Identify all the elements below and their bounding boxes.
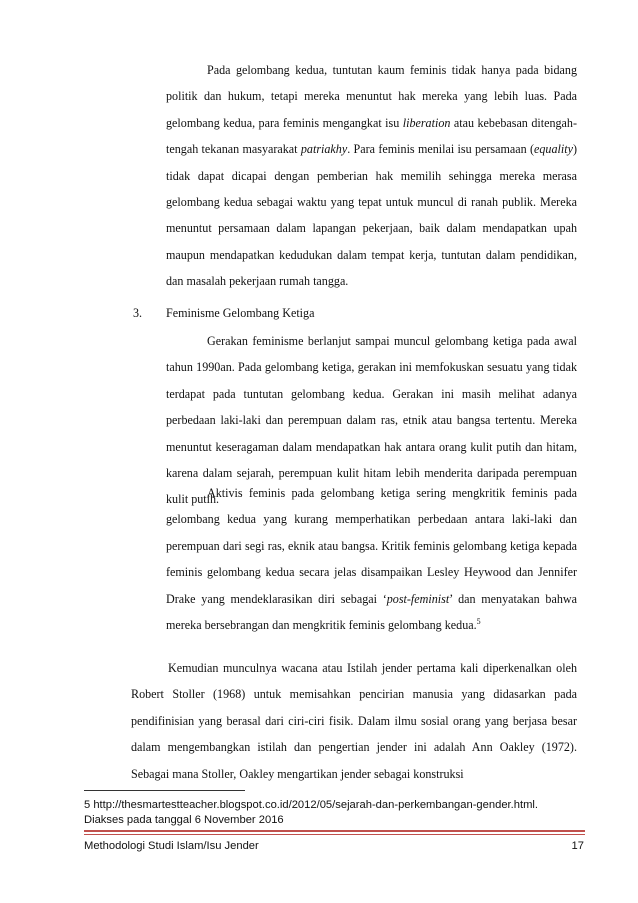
paragraph-third-wave-2 xyxy=(166,480,577,638)
footer-title: Methodologi Studi Islam/Isu Jender xyxy=(84,840,259,852)
footnote-reference[interactable]: 5 xyxy=(476,617,481,626)
text-run: . Para feminis menilai isu persamaan ( xyxy=(347,142,535,157)
italic-term-equality: equality xyxy=(534,142,573,157)
text-run: atau kebebasan ditengah-tengah tekanan masyarakat xyxy=(166,115,577,157)
text-run: Aktivis feminis pada gelombang ketiga sering mengkritik feminis pada gelombang kedua yang kurang memperhatikan perbedaan antara laki-laki dan perempuan dari segi ras, eknik atau bangsa. Kritik feminis gelombang ketiga kepada feminis gelombang kedua secara jelas disampaikan Lesley Heywood dan Jennifer Drake yang mendeklarasikan diri sebagai ‘ xyxy=(166,486,577,606)
italic-term-post-feminist: post-feminist xyxy=(386,591,450,606)
section-heading: Feminisme Gelombang Ketiga xyxy=(166,306,315,320)
footer-rule-thick xyxy=(84,830,585,832)
text-run: Pada gelombang kedua, tuntutan kaum feminis tidak hanya pada bidang politik dan hukum, tetapi mereka menuntut hak mereka yang lebih luas. Pada gelombang kedua, para feminis mengangkat isu xyxy=(166,63,577,130)
page-number: 17 xyxy=(571,840,584,852)
text-run: ) tidak dapat dicapai dengan pemberian hak memilih sehingga mereka merasa gelombang kedua sebagai waktu yang tepat untuk muncul di ranah publik. Mereka menuntut persamaan dalam lapangan pekerjaan, baik dalam mendapatkan upah maupun mendapatkan kedudukan dalam tempat kerja, tuntutan dalam pendidikan, dan masalah pekerjaan rumah tangga. xyxy=(166,142,578,289)
footer-rule-thin xyxy=(84,834,585,835)
text-run: ’ dan menyatakan bahwa mereka bersebrangan dan mengkritik feminis gelombang kedua. xyxy=(166,591,577,633)
text-run: Gerakan feminisme berlanjut sampai muncul gelombang ketiga pada awal tahun 1990an. Pada gelombang ketiga, gerakan ini memfokuskan sesuatu yang tidak terdapat pada tuntutan gelombang kedua. Gerakan ini masih melihat adanya perbedaan laki-laki dan perempuan dalam ras, etnik atau bangsa tertentu. Mereka menuntut keseragaman dalam mendapatkan hak antara orang kulit putih dan hitam, karena dalam sejarah, perempuan kulit hitam lebih menderita daripada perempuan kulit putih. xyxy=(166,334,577,507)
footnote-url: 5 http://thesmartestteacher.blogspot.co.id/2012/05/sejarah-dan-perkembangan-gender.html. xyxy=(84,799,538,811)
italic-term-liberation: liberation xyxy=(402,115,451,130)
footnote-separator xyxy=(84,790,245,791)
paragraph-jender xyxy=(131,655,577,787)
text-run: Kemudian munculnya wacana atau Istilah jender pertama kali diperkenalkan oleh Robert Stoller (1968) untuk memisahkan pencirian manusia yang didasarkan pada pendifinisian yang berasal dari ciri-ciri fisik. Dalam ilmu sosial orang yang berjasa besar dalam mengembangkan istilah dan pengertian jender ini adalah Ann Oakley (1972). Sebagai mana Stoller, Oakley mengartikan jender sebagai konstruksi xyxy=(131,661,577,781)
footnote-access-date: Diakses pada tanggal 6 November 2016 xyxy=(84,814,284,826)
section-number: 3. xyxy=(133,306,143,320)
italic-term-patriakhy: patriakhy xyxy=(300,142,348,157)
paragraph-second-wave xyxy=(166,57,577,295)
